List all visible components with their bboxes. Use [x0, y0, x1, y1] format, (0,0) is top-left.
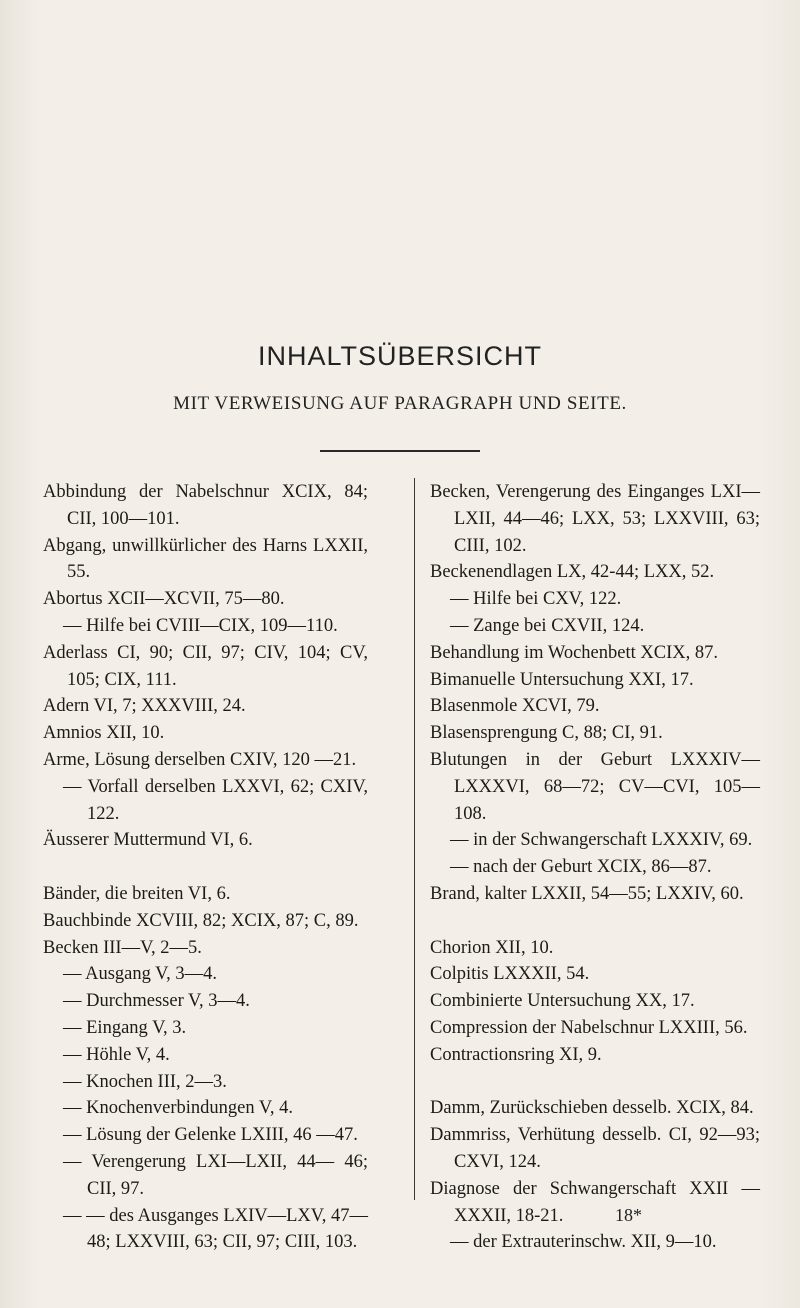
index-subentry: — Hilfe bei CXV, 122. [450, 589, 622, 610]
index-entry: Abgang, unwillkürlicher des Harns LXXII, 55. [43, 535, 368, 583]
index-entry: Adern VI, 7; XXXVIII, 24. [43, 696, 246, 717]
index-entry: Blasensprengung C, 88; CI, 91. [430, 723, 663, 744]
index-entry: Colpitis LXXXII, 54. [430, 964, 590, 985]
index-entry: Arme, Lösung derselben CXIV, 120 —21. [43, 749, 357, 770]
index-entry: Combinierte Untersuchung XX, 17. [430, 991, 695, 1012]
index-entry: Aderlass CI, 90; CII, 97; CIV, 104; CV, 105; CIX, 111. [43, 642, 368, 690]
page-title: INHALTSÜBERSICHT [257, 341, 543, 371]
index-subentry: — Hilfe bei CVIII—CIX, 109—110. [63, 615, 338, 636]
column-divider [414, 478, 415, 1200]
index-entry: Chorion XII, 10. [430, 937, 554, 958]
index-entry: Becken III—V, 2—5. [43, 937, 202, 958]
index-entry: Diagnose der Schwangerschaft XXII —XXXII, 18-21. [430, 1178, 760, 1226]
index-entry: Compression der Nabelschnur LXXIII, 56. [430, 1017, 748, 1038]
index-subentry: — Vorfall derselben LXXVI, 62; CXIV, 122. [63, 776, 368, 824]
index-entry: Beckenendlagen LX, 42-44; LXX, 52. [430, 562, 715, 583]
index-subentry: — Verengerung LXI—LXII, 44— 46; CII, 97. [63, 1151, 368, 1199]
section-gap [430, 1069, 760, 1096]
index-subentry: — Knochen III, 2—3. [63, 1071, 227, 1092]
index-entry: Abortus XCII—XCVII, 75—80. [43, 589, 285, 610]
index-entry: Brand, kalter LXXII, 54—55; LXXIV, 60. [430, 883, 744, 904]
index-entry: Bauchbinde XCVIII, 82; XCIX, 87; C, 89. [43, 910, 359, 931]
index-entry: Behandlung im Wochenbett XCIX, 87. [430, 642, 718, 663]
index-subentry: — Durchmesser V, 3—4. [63, 991, 250, 1012]
section-gap [430, 908, 760, 935]
index-entry: Äusserer Muttermund VI, 6. [43, 830, 253, 851]
index-entry: Blutungen in der Geburt LXXXIV— LXXXVI, 68—72; CV—CVI, 105—108. [430, 749, 760, 824]
index-column-right [430, 479, 760, 1256]
index-entry: Dammriss, Verhütung desselb. CI, 92—93; CXVI, 124. [430, 1125, 760, 1172]
index-entry: Damm, Zurückschieben desselb. XCIX, 84. [430, 1098, 754, 1119]
index-subentry: — Eingang V, 3. [63, 1017, 187, 1038]
index-entry: Contractionsring XI, 9. [430, 1044, 602, 1065]
page-subtitle: MIT VERWEISUNG AUF PARAGRAPH UND SEITE. [173, 393, 627, 414]
title-rule [320, 450, 480, 452]
index-subentry: — Knochenverbindungen V, 4. [63, 1098, 294, 1119]
section-gap [43, 854, 368, 881]
index-subentry: — Höhle V, 4. [63, 1044, 170, 1065]
index-entry: Becken, Verengerung des Einganges LXI—LXII, 44—46; LXX, 53; LXXVIII, 63; CIII, 102. [430, 482, 760, 556]
index-entry: Blasenmole XCVI, 79. [430, 696, 600, 717]
index-column-left [43, 479, 368, 1256]
index-subentry: — Lösung der Gelenke LXIII, 46 —47. [63, 1125, 358, 1146]
index-subentry: — Ausgang V, 3—4. [63, 964, 218, 985]
index-entry: Amnios XII, 10. [43, 723, 165, 744]
index-entry: Bimanuelle Untersuchung XXI, 17. [430, 669, 694, 690]
index-subentry: — in der Schwangerschaft LXXXIV, 69. [450, 830, 753, 851]
index-subentry: — — des Ausganges LXIV—LXV, 47—48; LXXVIII, 63; CII, 97; CIII, 103. [63, 1205, 368, 1253]
index-subentry: — nach der Geburt XCIX, 86—87. [450, 857, 712, 878]
index-subentry: — der Extrauterinschw. XII, 9—10. [450, 1232, 717, 1253]
index-subentry: — Zange bei CXVII, 124. [450, 615, 645, 636]
printer-signature: 18* [615, 1205, 642, 1225]
index-entry: Abbindung der Nabelschnur XCIX, 84; CII, 100—101. [43, 482, 368, 529]
index-entry: Bänder, die breiten VI, 6. [43, 883, 231, 904]
